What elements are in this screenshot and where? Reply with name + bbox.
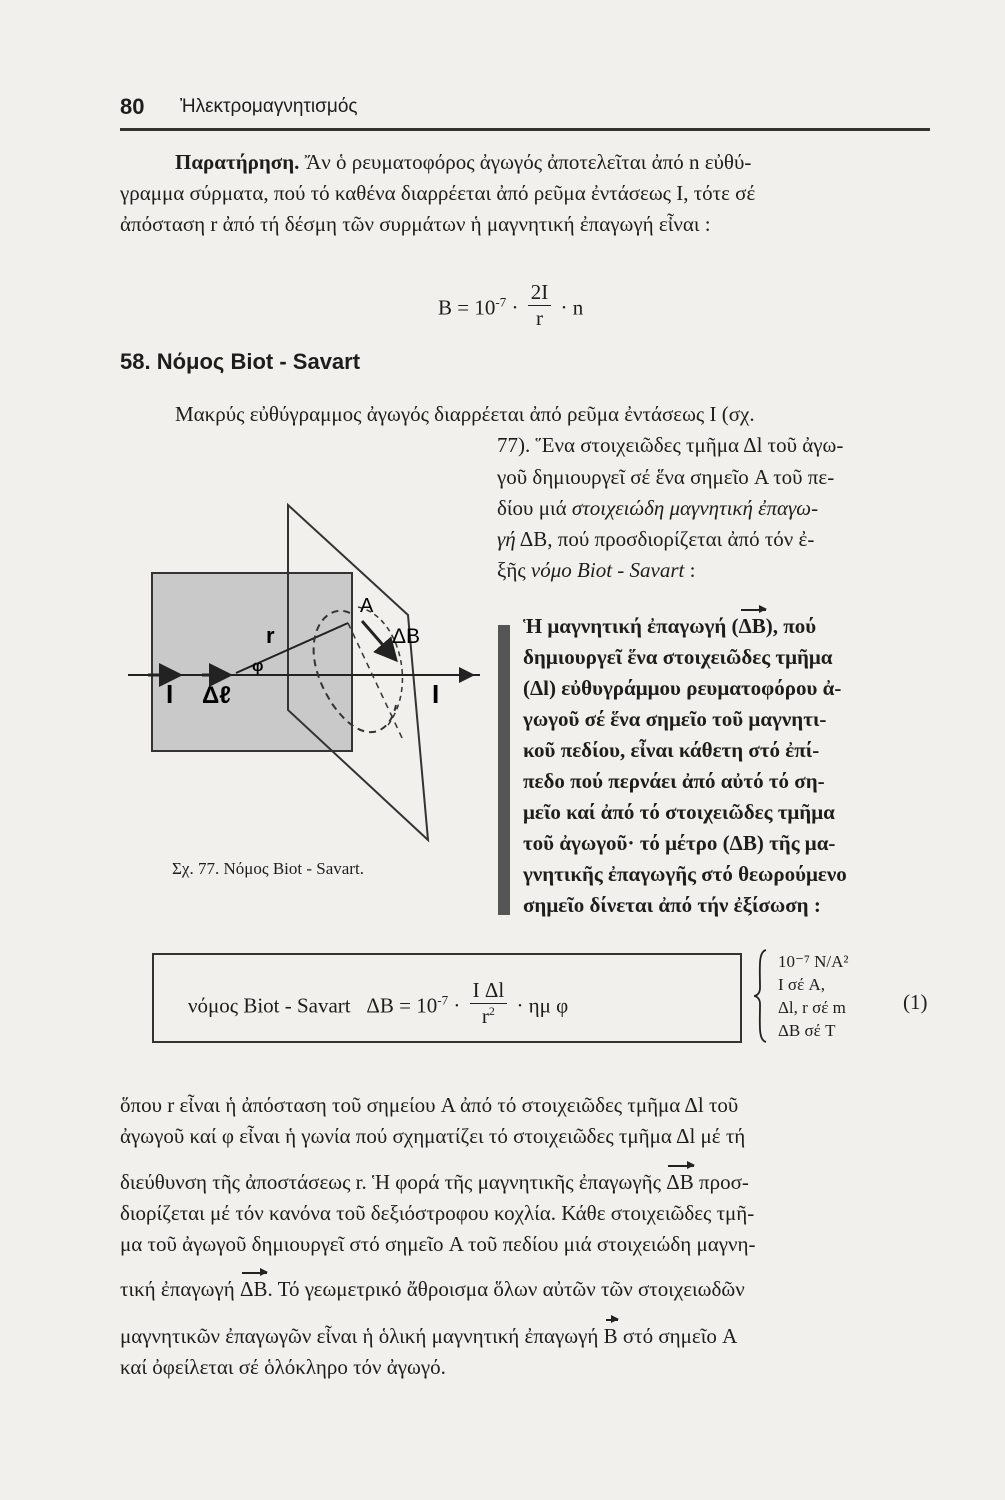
- formula-1: $B = 10^{-7}$ · $\frac{2I}{r}$ · n: [438, 280, 584, 330]
- figure-77-diagram: [118, 495, 488, 855]
- formula-units: 10⁻⁷ N/A² I σέ A, Δl, r σέ m ΔB σέ T: [778, 952, 849, 1040]
- intro-line-4: δίου μιά στοιχειώδη μαγνητική ἐπαγω-: [497, 496, 819, 520]
- formula-2-numerator: I Δl: [470, 978, 508, 1004]
- closing-line-5: μα τοῦ ἀγωγοῦ δημιουργεῖ στό σημεῖο A τοῦ πεδίου μιά στοιχειώδη μαγνη-: [120, 1232, 756, 1256]
- intro-line-2: 77). Ἕνα στοιχειῶδες τμῆμα Δl τοῦ ἀγω-: [497, 433, 844, 457]
- law-line-9: γνητικῆς ἐπαγωγῆς στό θεωρούμενο: [523, 862, 847, 886]
- delta-b-arrow: [362, 621, 396, 660]
- law-margin-bar: [498, 625, 510, 915]
- closing-line-4: διορίζεται μέ τόν κανόνα τοῦ δεξιόστροφου κοχλία. Κάθε στοιχειῶδες τμῆ-: [120, 1201, 755, 1225]
- label-r: r: [266, 623, 275, 648]
- header-rule: [120, 128, 930, 131]
- remark-line-2: γραμμα σύρματα, πού τό καθένα διαρρέεται ἀπό ρεῦμα ἐντάσεως I, τότε σέ: [120, 181, 756, 205]
- intro-line-3: γοῦ δημιουργεῖ σέ ἕνα σημεῖο A τοῦ πε-: [497, 465, 835, 489]
- label-I-left: I: [166, 679, 174, 709]
- closing-line-7: μαγνητικῶν ἐπαγωγῶν εἶναι ἡ ὁλική μαγνητική ἐπαγωγή B στό σημεῖο A: [120, 1324, 738, 1348]
- intro-line-6: ξῆς νόμο Biot - Savart :: [497, 558, 696, 582]
- label-dB: ΔB: [392, 625, 421, 648]
- closing-line-2: ἀγωγοῦ καί φ εἶναι ἡ γωνία πού σχηματίζει τό στοιχειῶδες τμῆμα Δl μέ τή: [120, 1124, 746, 1148]
- units-brace: [754, 948, 768, 1044]
- closing-line-6: τική ἐπαγωγή ΔB. Τό γεωμετρικό ἄθροισμα ὅλων αὐτῶν τῶν στοιχειωδῶν: [120, 1277, 745, 1301]
- label-I-right: I: [432, 679, 440, 709]
- remark-line-3: ἀπόσταση r ἀπό τή δέσμη τῶν συρμάτων ἡ μαγνητική ἐπαγωγή εἶναι :: [120, 212, 711, 236]
- formula-1-denominator: r: [535, 306, 543, 330]
- law-line-5: κοῦ πεδίου, εἶναι κάθετη στό ἐπί-: [523, 738, 820, 762]
- intro-line-1: Μακρύς εὐθύγραμμος ἀγωγός διαρρέεται ἀπό ρεῦμα ἐντάσεως I (σχ.: [175, 402, 755, 426]
- law-line-1: Ἡ μαγνητική ἐπαγωγή (ΔB), πού: [523, 614, 817, 638]
- closing-line-3: διεύθυνση τῆς ἀποστάσεως r. Ἡ φορά τῆς μαγνητικῆς ἐπαγωγῆς ΔB προσ-: [120, 1170, 749, 1194]
- figure-caption: Σχ. 77. Νόμος Biot - Savart.: [172, 859, 364, 878]
- law-line-3: (Δl) εὐθυγράμμου ρευματοφόρου ἀ-: [523, 676, 842, 700]
- intro-line-5: γή ΔB, πού προσδιορίζεται ἀπό τόν ἐ-: [497, 527, 815, 551]
- closing-line-8: καί ὀφείλεται σέ ὁλόκληρο τόν ἀγωγό.: [120, 1355, 446, 1379]
- law-line-6: πεδο πού περνάει ἀπό αὐτό τό ση-: [523, 769, 825, 793]
- label-A: A: [360, 595, 374, 617]
- running-title: Ἠλεκτρομαγνητισμός: [180, 96, 358, 117]
- law-line-7: μεῖο καί ἀπό τό στοιχειῶδες τμῆμα: [523, 800, 835, 824]
- remark-line-1: Παρατήρηση. Ἄν ὁ ρευματοφόρος ἀγωγός ἀποτελεῖται ἀπό n εὐθύ-: [175, 150, 752, 174]
- law-line-4: γωγοῦ σέ ἕνα σημεῖο τοῦ μαγνητι-: [523, 707, 827, 731]
- formula-2-denominator: $r^2$: [481, 1004, 495, 1028]
- formula-2: νόμος Biot - Savart $\Delta B = 10^{-7}$ · $\frac{\text{I Δl}}{r^2}$ · ημ φ: [188, 978, 569, 1028]
- equation-number: (1): [903, 990, 928, 1014]
- formula-1-numerator: 2I: [528, 280, 552, 306]
- closing-line-1: ὅπου r εἶναι ἡ ἀπόσταση τοῦ σημείου A ἀπό τό στοιχειῶδες τμῆμα Δl τοῦ: [120, 1093, 739, 1117]
- law-line-10: σημεῖο δίνεται ἀπό τήν ἐξίσωση :: [523, 893, 821, 917]
- section-title: 58. Νόμος Biot - Savart: [120, 349, 361, 374]
- page-number: 80: [120, 94, 145, 119]
- label-phi: φ: [252, 658, 264, 675]
- label-dl: Δℓ: [202, 682, 231, 709]
- law-line-8: τοῦ ἀγωγοῦ· τό μέτρο (ΔB) τῆς μα-: [523, 831, 836, 855]
- law-line-2: δημιουργεῖ ἕνα στοιχειῶδες τμῆμα: [523, 645, 833, 669]
